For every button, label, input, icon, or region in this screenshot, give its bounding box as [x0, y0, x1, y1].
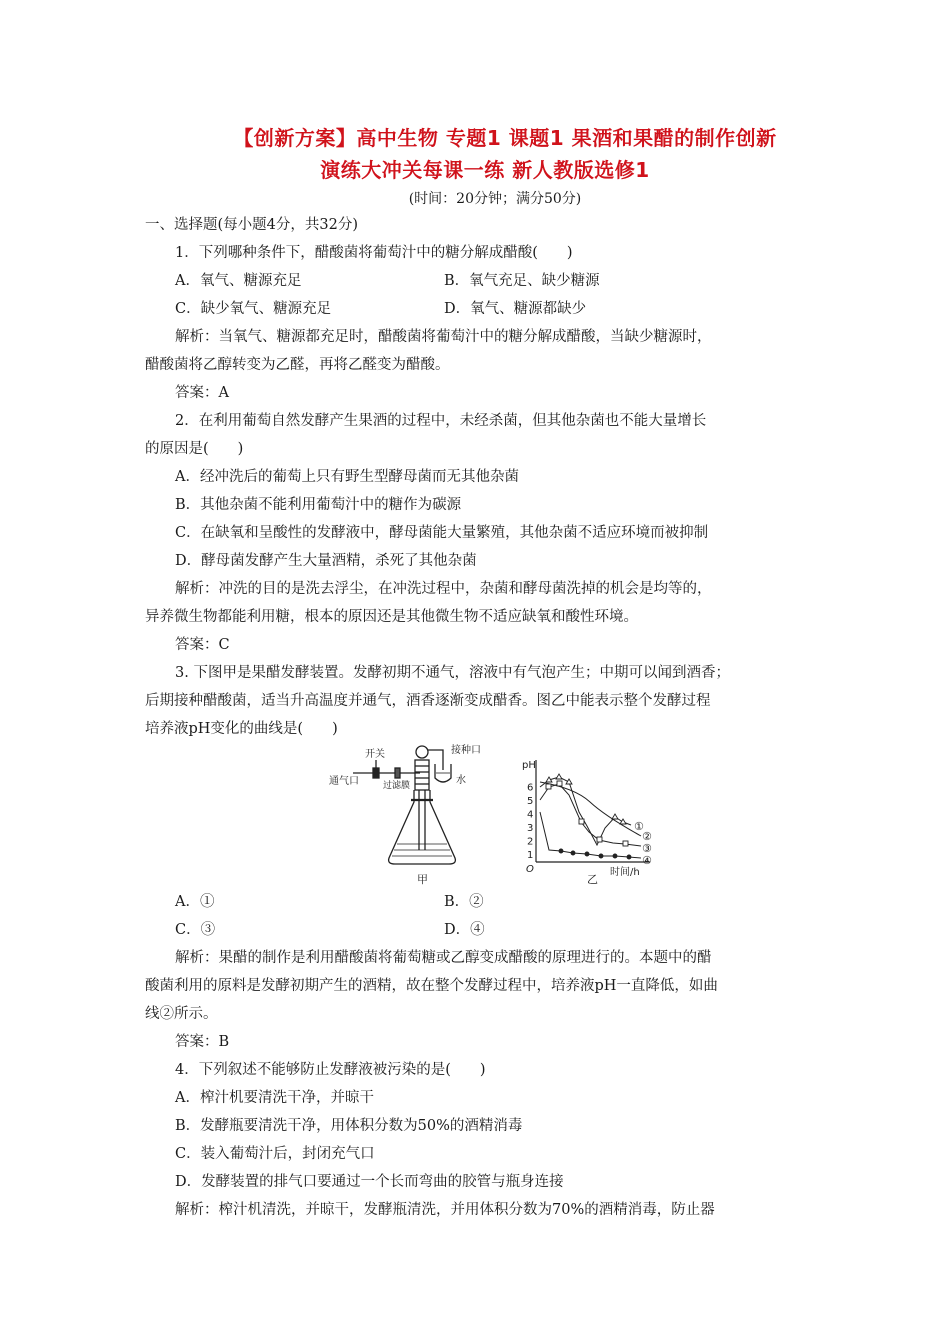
q2-explanation-line1: 解析：冲洗的目的是洗去浮尘，在冲洗过程中，杂菌和酵母菌洗掉的机会是均等的， [175, 581, 712, 597]
y-tick-label: 4 [527, 809, 534, 821]
y-tick-labels [527, 783, 533, 862]
q2-explanation-line2: 异养微生物都能利用糖，根本的原因还是其他微生物不适应缺氧和酸性环境。 [145, 609, 638, 625]
q2-option-d: D．酵母菌发酵产生大量酒精，杀死了其他杂菌 [175, 553, 477, 569]
label-jia: 甲 [417, 873, 428, 886]
q3-stem-line3: 培养液pH变化的曲线是( ) [145, 721, 338, 737]
q2-stem-line1: 2．在利用葡萄自然发酵产生果酒的过程中，未经杀菌，但其他杂菌也不能大量增长 [175, 413, 707, 429]
fermentation-apparatus-drawing [353, 746, 455, 864]
q3-option-b: B．② [444, 894, 484, 910]
y-tick-label: 5 [527, 796, 534, 807]
q3-explanation-line3: 线②所示。 [145, 1006, 218, 1022]
q2-option-c: C．在缺氧和呈酸性的发酵液中，酵母菌能大量繁殖，其他杂菌不适应环境而被抑制 [175, 525, 709, 541]
q1-explanation-line2: 醋酸菌将乙醇转变为乙醛，再将乙醛变为醋酸。 [145, 357, 450, 373]
curve-label-3: ③ [642, 842, 652, 855]
q1-explanation-line1: 解析：当氧气、糖源都充足时，醋酸菌将葡萄汁中的糖分解成醋酸，当缺少糖源时， [175, 329, 712, 345]
curve-label-4: ④ [642, 854, 652, 867]
q1-answer: 答案：A [175, 385, 229, 401]
y-tick-label: 2 [527, 836, 534, 848]
document-title-line2: 演练大冲关每课一练 新人教版选修1 [320, 158, 650, 182]
filter-membrane [395, 768, 400, 778]
label-switch: 开关 [365, 749, 385, 760]
q3-option-a: A．① [175, 894, 215, 910]
q3-figure [325, 740, 655, 890]
q4-option-b: B．发酵瓶要清洗干净，用体积分数为50%的酒精消毒 [175, 1118, 523, 1134]
switch-valve [373, 768, 379, 778]
y-tick-label: 3 [527, 823, 534, 834]
stopper [415, 760, 429, 790]
q3-stem-line2: 后期接种醋酸菌，适当升高温度并通气，酒香逐渐变成醋香。图乙中能表示整个发酵过程 [145, 693, 711, 709]
section-heading: 一、选择题(每小题4分，共32分) [145, 217, 358, 233]
q2-option-a: A．经冲洗后的葡萄上只有野生型酵母菌而无其他杂菌 [175, 469, 519, 485]
y-tick-label: 6 [527, 782, 534, 794]
curve-1 [540, 777, 631, 845]
y-axis-label: pH [522, 760, 536, 771]
curve-2 [540, 782, 641, 836]
q3-explanation-line2: 酸菌利用的原料是发酵初期产生的酒精，故在整个发酵过程中，培养液pH一直降低，如曲 [145, 978, 718, 994]
y-tick-label: 1 [527, 850, 534, 861]
q3-option-c: C．③ [175, 922, 216, 938]
q1-option-c: C．缺少氧气、糖源充足 [175, 301, 332, 317]
q1-option-b: B．氧气充足、缺少糖源 [444, 273, 600, 289]
label-filter: 过滤膜 [383, 781, 411, 791]
q3-option-d: D．④ [444, 922, 485, 938]
ph-graph [522, 760, 652, 886]
label-inlet: 通气口 [329, 776, 359, 787]
q1-option-a: A．氧气、糖源充足 [175, 273, 302, 289]
q1-stem: 1．下列哪种条件下，醋酸菌将葡萄汁中的糖分解成醋酸( ) [175, 245, 573, 261]
curve-label-2: ② [642, 830, 652, 843]
q4-explanation-line1: 解析：榨汁机清洗，并晾干，发酵瓶清洗，并用体积分数为70%的酒精消毒，防止器 [175, 1202, 715, 1218]
q4-option-c: C．装入葡萄汁后，封闭充气口 [175, 1146, 375, 1162]
q4-option-a: A．榨汁机要清洗干净，并晾干 [175, 1090, 374, 1106]
time-score-note: (时间：20分钟；满分50分) [408, 191, 582, 207]
document-title-line1: 【创新方案】高中生物 专题1 课题1 果酒和果醋的制作创新 [233, 126, 777, 150]
curve-markers [546, 774, 631, 859]
inoculation-bulb [416, 746, 428, 758]
q3-answer: 答案：B [175, 1034, 230, 1050]
label-yi: 乙 [587, 873, 598, 886]
q4-option-d: D．发酵装置的排气口要通过一个长而弯曲的胶管与瓶身连接 [175, 1174, 564, 1190]
x-axis-label: 时间/h [610, 867, 640, 878]
curve-label-1: ① [634, 820, 644, 833]
label-water: 水 [456, 775, 466, 786]
label-inoculation: 接种口 [451, 745, 481, 756]
q2-option-b: B．其他杂菌不能利用葡萄汁中的糖作为碳源 [175, 497, 462, 513]
q3-stem-line1: 3. 下图甲是果醋发酵装置。发酵初期不通气，溶液中有气泡产生；中期可以闻到酒香； [175, 665, 730, 681]
q3-explanation-line1: 解析：果醋的制作是利用醋酸菌将葡萄糖或乙醇变成醋酸的原理进行的。本题中的醋 [175, 950, 712, 966]
q2-answer: 答案：C [175, 637, 230, 653]
q1-option-d: D．氧气、糖源都缺少 [444, 301, 587, 317]
curve-4 [540, 812, 641, 858]
q2-stem-line2: 的原因是( ) [145, 441, 244, 457]
q4-stem: 4．下列叙述不能够防止发酵液被污染的是( ) [175, 1062, 486, 1078]
q3-figure-svg [325, 740, 655, 890]
curve-3 [540, 784, 641, 846]
origin-label: O [526, 864, 534, 875]
